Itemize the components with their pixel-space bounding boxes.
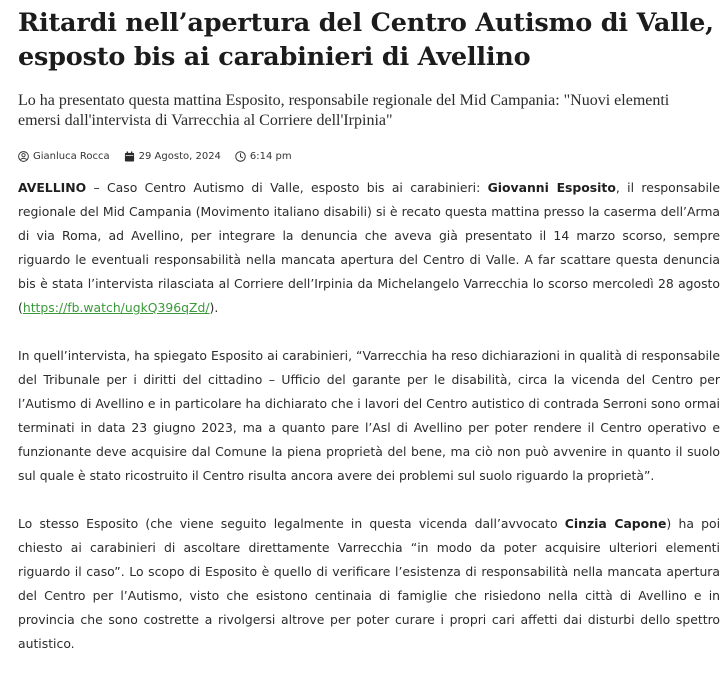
calendar-icon <box>124 151 135 162</box>
person-name-esposito: Giovanni Esposito <box>487 180 616 195</box>
person-name-capone: Cinzia Capone <box>564 516 667 531</box>
date-meta <box>124 151 221 162</box>
clock-icon <box>235 151 246 162</box>
paragraph-text: Lo stesso Esposito (che viene seguito legalmente in questa vicenda dall’avvocato <box>18 516 565 531</box>
dateline: AVELLINO <box>18 180 87 195</box>
article-subtitle: Lo ha presentato questa mattina Esposito, responsabile regionale del Mid Campania: "Nuovi elementi emersi dall'intervista di Varrecchia al Corriere dell'Irpinia" <box>18 92 670 129</box>
time-meta <box>235 151 292 162</box>
article-body <box>18 176 720 656</box>
paragraph-3 <box>18 512 720 656</box>
facebook-video-link[interactable]: https://fb.watch/ugkQ396qZd/ <box>22 300 210 315</box>
paragraph-text: ). <box>209 300 219 315</box>
publish-date: 29 Agosto, 2024 <box>138 150 221 162</box>
paragraph-1 <box>18 176 720 320</box>
author-meta[interactable] <box>18 151 110 162</box>
paragraph-text: – Caso Centro Autismo di Valle, esposto bis ai carabinieri: <box>86 180 488 195</box>
author-name: Gianluca Rocca <box>33 150 110 162</box>
article-meta <box>18 147 720 165</box>
paragraph-text: , il responsabile regionale del Mid Campania (Movimento italiano disabili) si è recato questa mattina presso la caserma dell’Arma di via Roma, ad Avellino, per integrare la denuncia che aveva già presentato il 14 marzo scorso, sempre riguardo le eventuali responsabilità nella mancata apertura del Centro di Valle. A far scattare questa denuncia bis è stata l’intervista rilasciata al Corriere dell’Irpinia da Michelangelo Varrecchia lo scorso mercoledì 28 agosto ( <box>18 180 720 315</box>
article <box>18 0 720 680</box>
publish-time: 6:14 pm <box>249 150 292 162</box>
article-title: Ritardi nell’apertura del Centro Autismo di Valle, esposto bis ai carabinieri di Avellino <box>18 8 714 72</box>
user-icon <box>18 151 29 162</box>
paragraph-2: In quell’intervista, ha spiegato Esposito ai carabinieri, “Varrecchia ha reso dichiarazioni in qualità di responsabile del Tribunale per i diritti del cittadino – Ufficio del garante per le disabilità, circa la vicenda del Centro per l’Autismo di Avellino e in particolare ha dichiarato che i lavori del Centro autistico di contrada Serroni sono ormai terminati in data 23 giugno 2023, ma a quanto pare l’Asl di Avellino per poter rendere il Centro operativo e funzionante deve acquisire dal Comune la piena proprietà del bene, ma ciò non può avvenire in quanto il suolo sul quale è stato ricostruito il Centro risulta ancora avere dei problemi sul suolo riguardo la proprietà”. <box>18 348 720 483</box>
paragraph-text: ) ha poi chiesto ai carabinieri di ascoltare direttamente Varrecchia “in modo da poter acquisire ulteriori elementi riguardo il caso”. Lo scopo di Esposito è quello di verificare l’esistenza di responsabilità nella mancata apertura del Centro per l’Autismo, visto che esistono centinaia di famiglie che risiedono nella città di Avellino e in provincia che sono costrette a rivolgersi altrove per poter curare i propri cari affetti dai disturbi dello spettro autistico. <box>18 516 721 651</box>
